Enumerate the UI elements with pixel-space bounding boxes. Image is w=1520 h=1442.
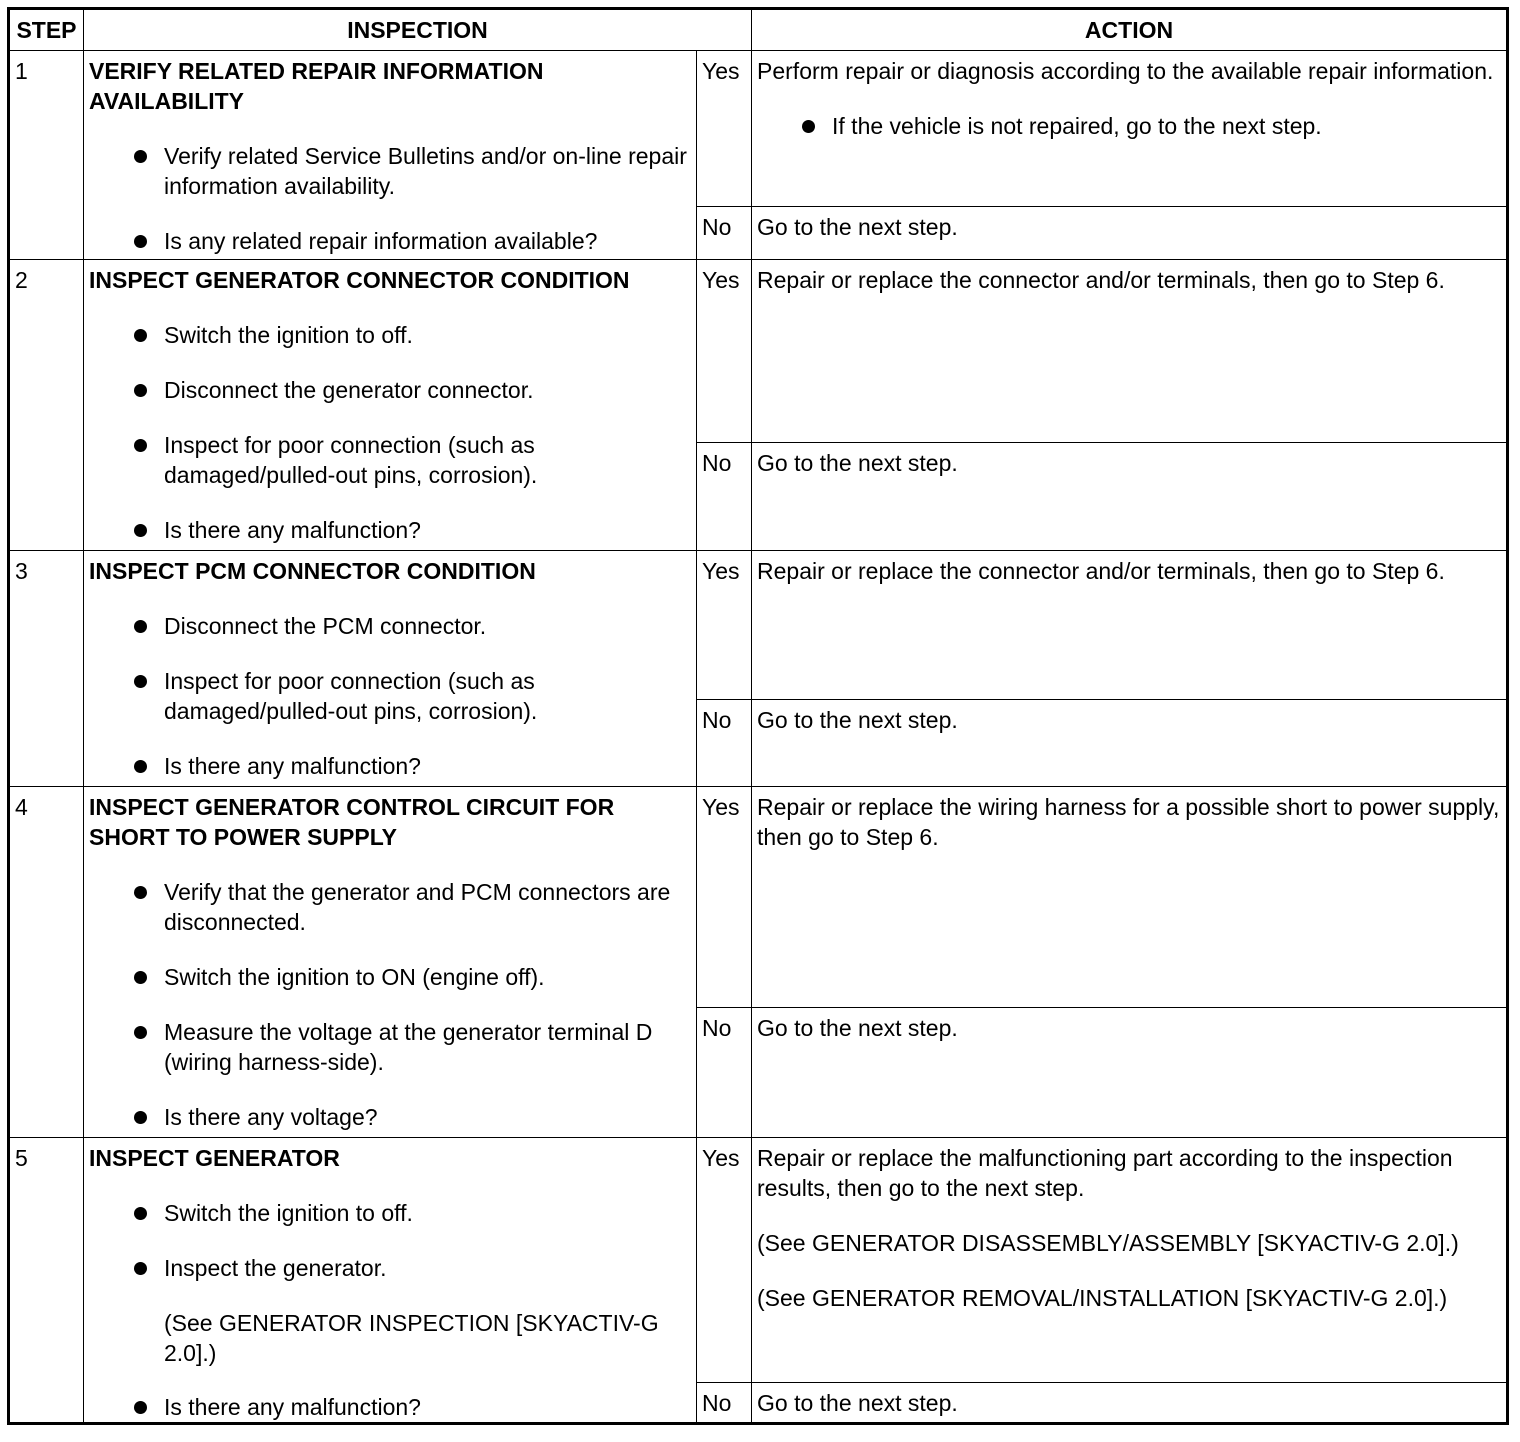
inspection-cell (84, 51, 697, 260)
inspection-item: Is there any malfunction? (89, 515, 691, 545)
no-action: Go to the next step. (752, 700, 1508, 787)
inspection-cell (84, 787, 697, 1138)
action-text: Repair or replace the malfunctioning part according to the inspection results, then go to the next step. (757, 1145, 1453, 1201)
inspection-title: INSPECT GENERATOR (89, 1145, 340, 1171)
step-number: 3 (9, 551, 84, 787)
no-action: Go to the next step. (752, 1008, 1508, 1138)
step-number: 1 (9, 51, 84, 260)
step-header: STEP (9, 9, 84, 51)
inspection-item: Verify that the generator and PCM connectors are disconnected. (89, 877, 691, 937)
inspection-item: Disconnect the generator connector. (89, 375, 691, 405)
inspection-item: Is there any voltage? (89, 1102, 691, 1132)
inspection-title: INSPECT PCM CONNECTOR CONDITION (89, 558, 536, 584)
inspection-item: Switch the ignition to ON (engine off). (89, 962, 691, 992)
action-item: If the vehicle is not repaired, go to the next step. (757, 111, 1501, 141)
yes-label: Yes (697, 1138, 752, 1383)
action-header: ACTION (752, 9, 1508, 51)
yes-action: Repair or replace the wiring harness for a possible short to power supply, then go to Step 6. (752, 787, 1508, 1008)
no-label: No (697, 443, 752, 551)
inspection-item: Inspect the generator. (89, 1253, 691, 1283)
yes-label: Yes (697, 787, 752, 1008)
yes-action: Repair or replace the connector and/or terminals, then go to Step 6. (752, 260, 1508, 443)
step-number: 2 (9, 260, 84, 551)
inspection-header: INSPECTION (84, 9, 752, 51)
action-list (757, 111, 1501, 141)
inspection-item: Switch the ignition to off. (89, 1198, 691, 1228)
yes-action (752, 1138, 1508, 1383)
inspection-list (89, 320, 691, 545)
step-2-yes-row (9, 260, 1508, 443)
inspection-list (89, 1198, 691, 1422)
yes-action (752, 51, 1508, 207)
inspection-title: INSPECT GENERATOR CONTROL CIRCUIT FOR SHORT TO POWER SUPPLY (89, 794, 615, 850)
inspection-note: (See GENERATOR INSPECTION [SKYACTIV-G 2.0].) (164, 1310, 659, 1366)
inspection-cell (84, 260, 697, 551)
step-5-yes-row (9, 1138, 1508, 1383)
inspection-item: Measure the voltage at the generator terminal D (wiring harness-side). (89, 1017, 691, 1077)
yes-action: Repair or replace the connector and/or terminals, then go to Step 6. (752, 551, 1508, 700)
step-number: 4 (9, 787, 84, 1138)
inspection-item: Is there any malfunction? (89, 1392, 691, 1422)
no-label: No (697, 1008, 752, 1138)
inspection-title: VERIFY RELATED REPAIR INFORMATION AVAILABILITY (89, 58, 544, 114)
no-label: No (697, 1383, 752, 1424)
step-3-yes-row (9, 551, 1508, 700)
inspection-item: Inspect for poor connection (such as damaged/pulled-out pins, corrosion). (89, 666, 691, 726)
yes-label: Yes (697, 51, 752, 207)
yes-label: Yes (697, 551, 752, 700)
diagnostic-table (7, 7, 1509, 1425)
yes-label: Yes (697, 260, 752, 443)
no-action: Go to the next step. (752, 207, 1508, 260)
step-number: 5 (9, 1138, 84, 1424)
inspection-item: Inspect for poor connection (such as damaged/pulled-out pins, corrosion). (89, 430, 691, 490)
inspection-item: Switch the ignition to off. (89, 320, 691, 350)
inspection-list (89, 611, 691, 781)
step-1-yes-row (9, 51, 1508, 207)
inspection-item: Is there any malfunction? (89, 751, 691, 781)
inspection-cell (84, 1138, 697, 1424)
no-action: Go to the next step. (752, 443, 1508, 551)
inspection-list (89, 877, 691, 1132)
inspection-list (89, 141, 691, 256)
no-action: Go to the next step. (752, 1383, 1508, 1424)
inspection-title: INSPECT GENERATOR CONNECTOR CONDITION (89, 267, 630, 293)
action-reference: (See GENERATOR REMOVAL/INSTALLATION [SKYACTIV-G 2.0].) (757, 1285, 1448, 1311)
action-reference: (See GENERATOR DISASSEMBLY/ASSEMBLY [SKYACTIV-G 2.0].) (757, 1230, 1459, 1256)
action-text: Perform repair or diagnosis according to the available repair information. (757, 58, 1494, 84)
no-label: No (697, 700, 752, 787)
no-label: No (697, 207, 752, 260)
inspection-cell (84, 551, 697, 787)
inspection-item: Is any related repair information available? (89, 226, 691, 256)
inspection-item: Verify related Service Bulletins and/or on-line repair information availability. (89, 141, 691, 201)
inspection-item: Disconnect the PCM connector. (89, 611, 691, 641)
header-row (9, 9, 1508, 51)
step-4-yes-row (9, 787, 1508, 1008)
